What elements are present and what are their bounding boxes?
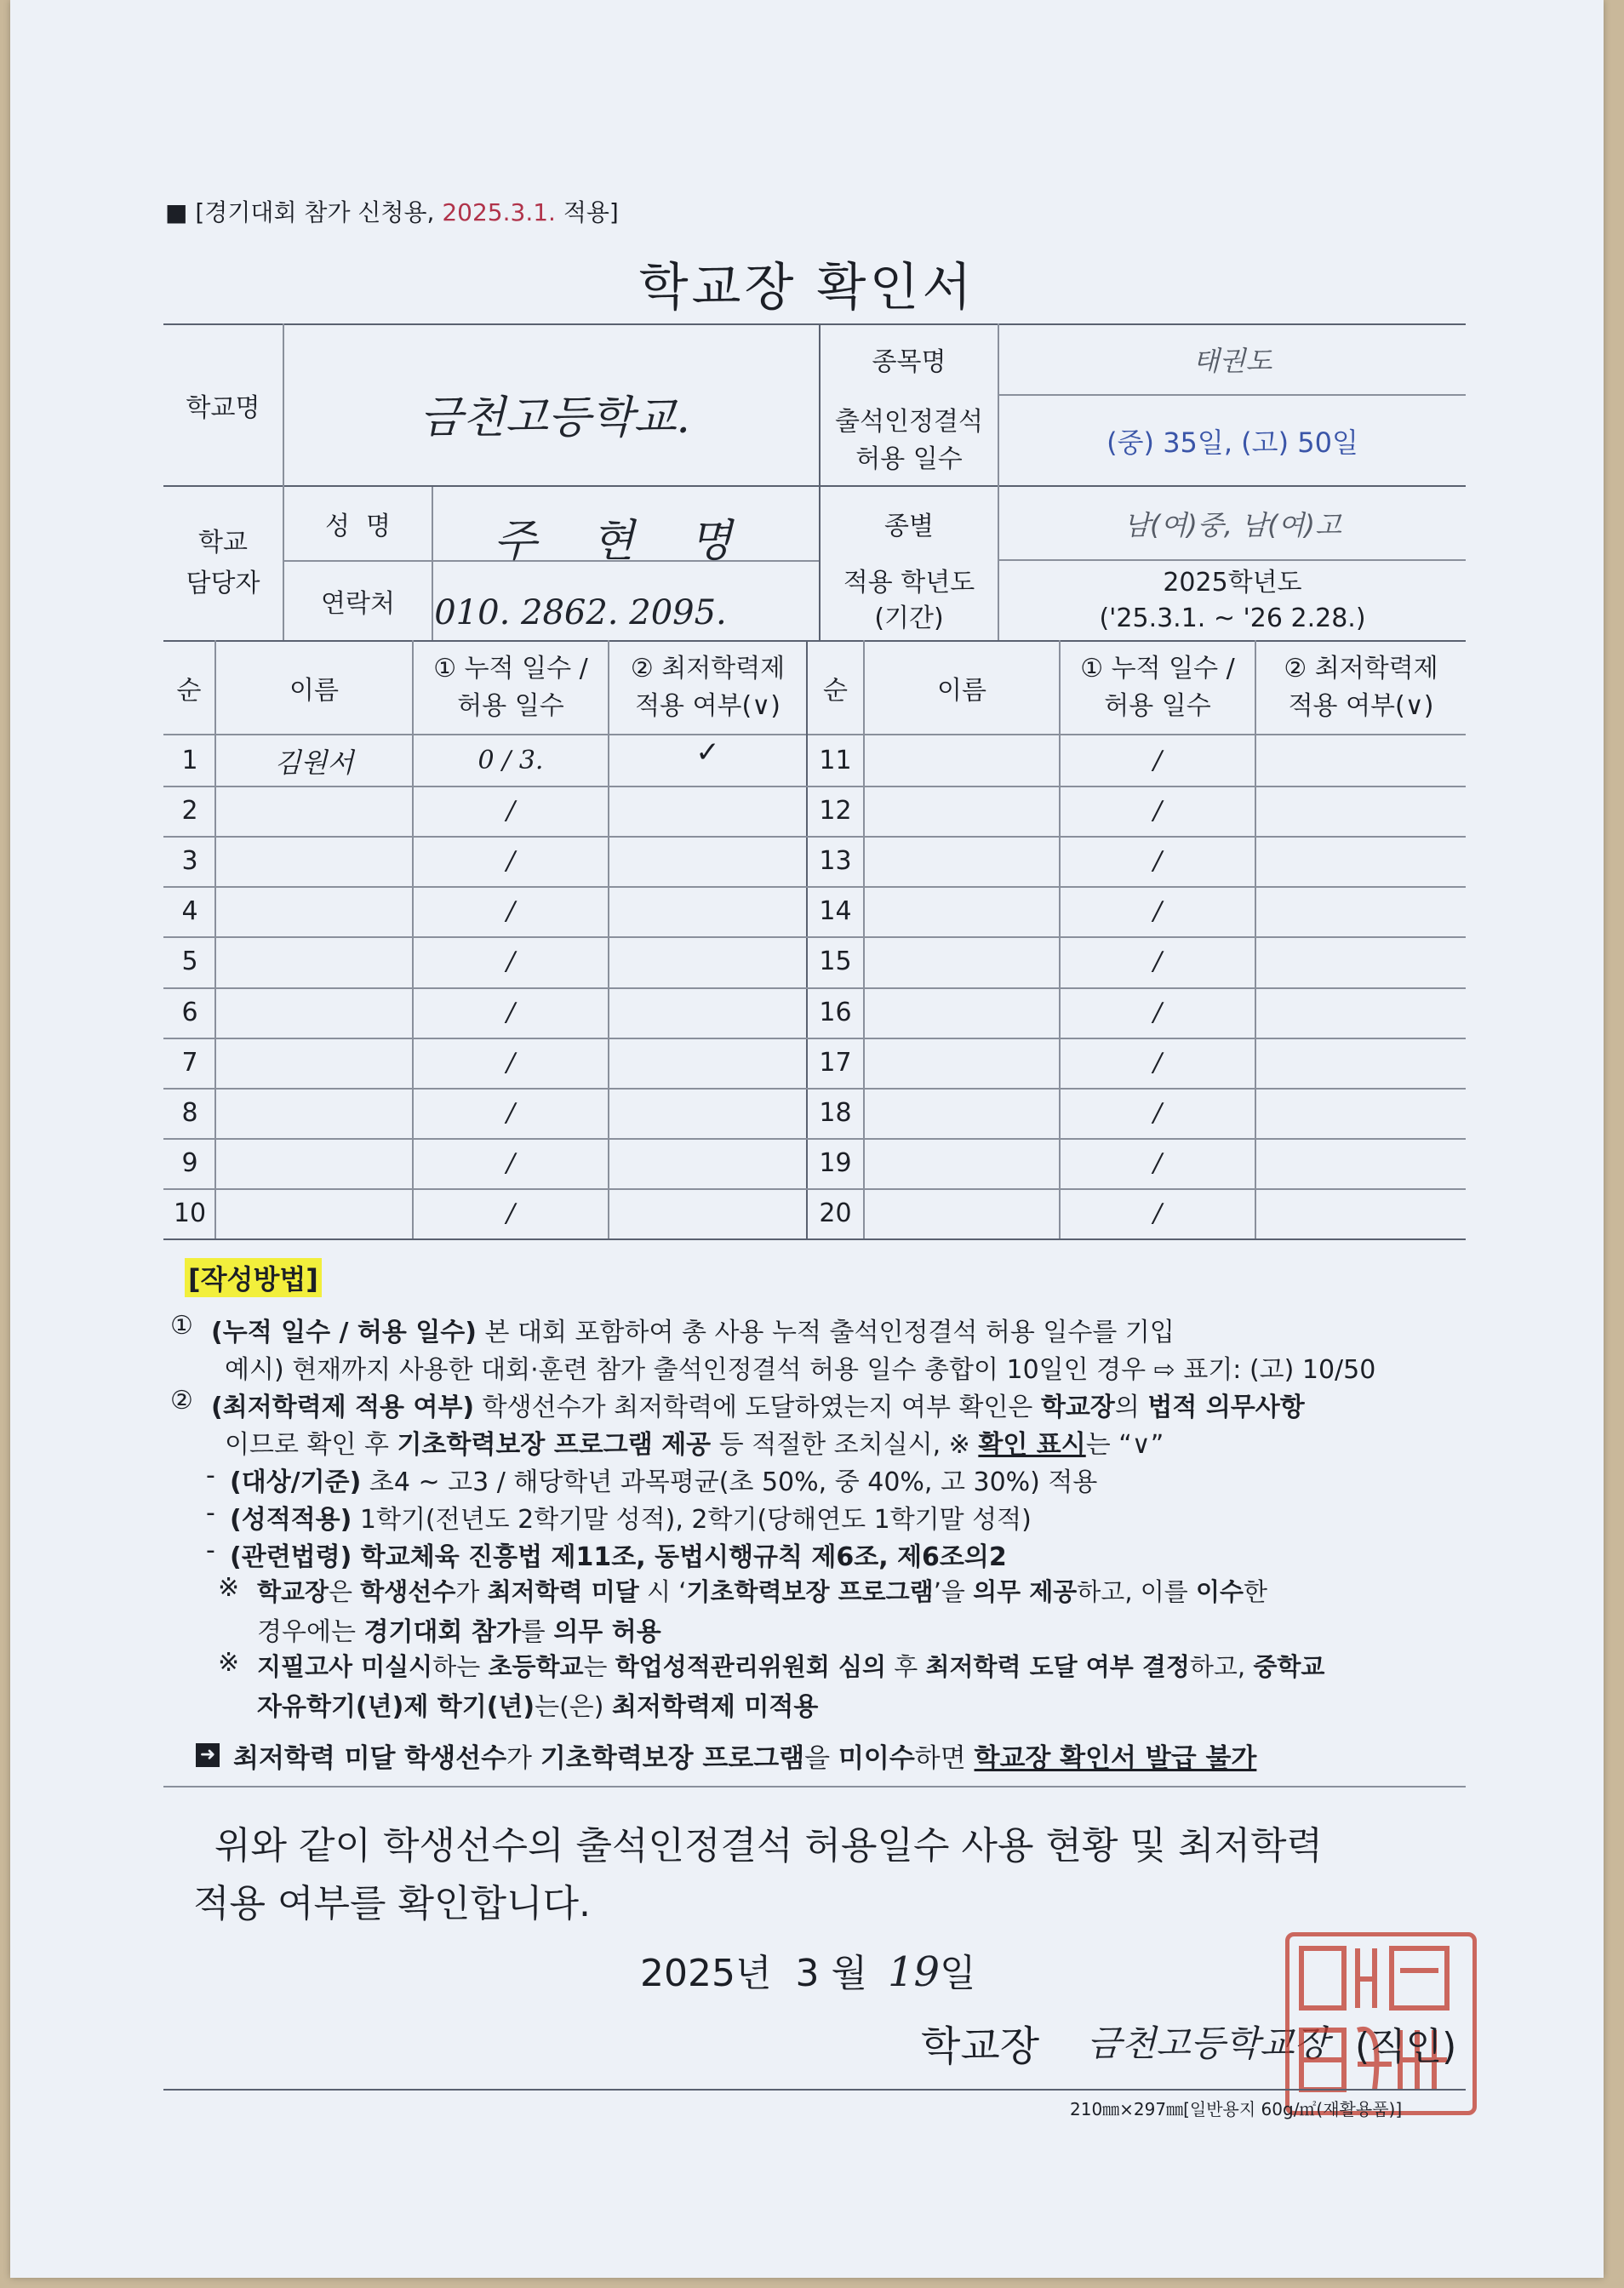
bullet-grade-bold: (성적적용) [230, 1505, 352, 1535]
days-used: / [1152, 997, 1163, 1027]
col-days-right-2: 허용 일수 [1104, 691, 1211, 721]
col-min-left-1: ② 최저학력제 [630, 654, 786, 684]
days-used: / [506, 796, 516, 827]
form-header [165, 194, 619, 228]
days-used: / [506, 947, 516, 977]
col-days-left [414, 642, 608, 734]
days-used: / [1152, 1047, 1163, 1078]
days-used: / [506, 1047, 516, 1078]
student-name [216, 936, 412, 987]
col-no-left: 순 [176, 676, 202, 706]
note-1-line2 [257, 1610, 661, 1648]
note-1-d: 가 [455, 1577, 488, 1606]
event-value: 태권도 [1192, 345, 1272, 377]
manager-label-2: 담당자 [186, 569, 260, 598]
method-2-text-a: 학생선수가 최저학력에 도달하였는지 여부 확인은 [474, 1393, 1041, 1422]
note-2-l2-a: 자유학기(년)제 학기(년) [257, 1692, 535, 1722]
note-1-c: 학생선수 [360, 1577, 456, 1606]
note-1-g: 기초학력보장 프로그램 [686, 1577, 934, 1606]
note-1-l2-c: 를 [520, 1617, 554, 1647]
confirm-line-1: 위와 같이 학생선수의 출석인정결석 허용일수 사용 현황 및 최저학력 [214, 1824, 1323, 1868]
row-number: 10 [173, 1198, 207, 1228]
col-min-right-1: ② 최저학력제 [1284, 654, 1438, 684]
bullet-grade-text: 1학기(전년도 2학기말 성적), 2학기(당해연도 1학기말 성적) [352, 1505, 1032, 1535]
final-a: 최저학력 미달 학생선수 [233, 1743, 507, 1774]
days-used: / [1152, 1097, 1163, 1128]
allow-days-value: (중) 35일, (고) 50일 [1106, 426, 1358, 459]
header-date: 2025.3.1. [442, 198, 556, 226]
min-grade-check [609, 936, 806, 987]
row-number: 3 [181, 846, 198, 877]
days-used: / [506, 1147, 516, 1178]
note-2-e: 학업성적관리위원회 심의 [615, 1652, 887, 1681]
days-used: / [1152, 947, 1163, 977]
days-used: / [506, 896, 516, 927]
bullet-target-bold: (대상/기준) [230, 1467, 362, 1497]
row-number: 15 [819, 947, 852, 977]
min-grade-check [609, 786, 806, 836]
date-day: 19 [887, 1948, 941, 1996]
row-number: 20 [819, 1198, 852, 1228]
note-2-i: 중학교 [1253, 1652, 1325, 1681]
note-2-line2 [257, 1685, 818, 1723]
note-1-l2-d: 의무 허용 [553, 1617, 661, 1647]
note-2-l2-c: 최저학력제 미적용 [612, 1692, 819, 1722]
allow-days-label-2: 허용 일수 [855, 443, 963, 474]
note-1-mark: ※ [218, 1573, 240, 1603]
method-2 [211, 1386, 1305, 1423]
method-1-text: 본 대회 포함하여 총 사용 누적 출석인정결석 허용 일수를 기입 [477, 1318, 1175, 1347]
note-2 [257, 1648, 1324, 1683]
min-grade-check [609, 1088, 806, 1138]
date-year: 2025년 [640, 1952, 772, 1995]
manager-name-value: 주 현 명 [494, 515, 752, 567]
final-e: 미이수 [838, 1743, 915, 1774]
student-name [216, 786, 412, 836]
bullet-law [230, 1536, 1007, 1573]
col-no-right: 순 [823, 676, 848, 706]
row-number: 8 [181, 1097, 198, 1128]
col-days-left-2: 허용 일수 [457, 691, 564, 721]
note-2-mark: ※ [218, 1648, 240, 1678]
method-2-text-b: 학교장 [1040, 1393, 1115, 1422]
days-used: / [506, 997, 516, 1027]
days-used: / [1152, 1147, 1163, 1178]
page-title: 학교장 확인서 [638, 258, 975, 317]
note-1-l2-a: 경우에는 [257, 1617, 364, 1647]
bullet-target-text: 초4 ~ 고3 / 해당학년 과목평균(초 50%, 중 40%, 고 30%) 적용 [361, 1467, 1098, 1497]
year-value [999, 561, 1466, 640]
note-1-k: 이수 [1196, 1577, 1244, 1606]
confirm-date [640, 1942, 976, 1997]
row-number: 7 [181, 1047, 198, 1078]
col-min-right [1256, 642, 1466, 734]
col-min-left-2: 적용 여부(∨) [635, 691, 781, 721]
bullet-target [230, 1461, 1097, 1498]
header-marker: ■ [165, 198, 188, 226]
col-days-left-1: ① 누적 일수 / [433, 654, 588, 684]
final-f: 하면 [914, 1743, 975, 1774]
student-name [216, 1188, 412, 1238]
type-label: 종별 [884, 511, 934, 541]
student-name [216, 836, 412, 886]
days-used: / [1152, 796, 1163, 827]
row-number: 9 [181, 1147, 198, 1178]
method-2-l2-c: 등 적절한 조치실시, ※ [711, 1430, 979, 1460]
note-1-l: 한 [1244, 1577, 1268, 1606]
bullet-3-dash: - [206, 1536, 215, 1565]
note-2-d: 는 [583, 1652, 615, 1681]
min-grade-check [609, 1188, 806, 1238]
allow-days-label-1: 출석인정결석 [835, 406, 983, 437]
final-b: 가 [506, 1743, 540, 1774]
contact-value: 010. 2862. 2095. [434, 593, 727, 632]
note-1-e: 최저학력 미달 [487, 1577, 639, 1606]
manager-label [163, 487, 283, 640]
date-day-unit: 일 [940, 1952, 976, 1995]
min-grade-check [609, 836, 806, 886]
final-d: 을 [804, 1743, 838, 1774]
min-grade-check [609, 886, 806, 936]
event-label: 종목명 [872, 347, 946, 377]
student-name [216, 886, 412, 936]
seal-label: (직인) [1355, 2025, 1457, 2068]
allow-days-label [821, 396, 998, 485]
col-days-right-1: ① 누적 일수 / [1080, 654, 1235, 684]
student-name [216, 987, 412, 1038]
note-1-i: 의무 제공 [973, 1577, 1078, 1606]
method-1-example: 예시) 현재까지 사용한 대회·훈련 참가 출석인정결석 허용 일수 총합이 10일인 경우 ⇨ 표기: (고) 10/50 [225, 1355, 1376, 1385]
method-2-l2-e: 는 “∨” [1085, 1430, 1164, 1460]
method-title: [작성방법] [185, 1258, 322, 1297]
row-number: 12 [819, 796, 852, 827]
note-2-f: 후 [886, 1652, 926, 1681]
days-used: / [1152, 746, 1163, 776]
type-value: 남(여)중, 남(여)고 [1124, 508, 1341, 541]
student-name [216, 1038, 412, 1088]
col-min-left [609, 642, 806, 734]
days-used: 0 / 3. [477, 746, 544, 776]
method-1-number: ① [170, 1311, 193, 1341]
note-2-g: 최저학력 도달 여부 결정 [925, 1652, 1190, 1681]
method-2-l2-a: 이므로 확인 후 [225, 1430, 397, 1460]
confirm-line-2: 적용 여부를 확인합니다. [193, 1882, 591, 1925]
contact-label: 연락처 [321, 589, 395, 619]
note-1-a: 학교장 [257, 1577, 329, 1606]
note-1-h: ’을 [933, 1577, 974, 1606]
min-grade-check: ✓ [695, 735, 720, 769]
note-1-f: 시 ‘ [638, 1577, 687, 1606]
row-number: 1 [181, 746, 198, 776]
final-g: 학교장 확인서 발급 불가 [974, 1743, 1257, 1774]
col-days-right [1061, 642, 1255, 734]
principal-label: 학교장 [921, 2022, 1040, 2070]
year-label [821, 561, 998, 640]
date-month: 3 월 [795, 1952, 867, 1995]
row-number: 11 [819, 746, 852, 776]
row-number: 6 [181, 997, 198, 1027]
days-used: / [506, 1097, 516, 1128]
note-1-b: 은 [329, 1577, 361, 1606]
row-number: 5 [181, 947, 198, 977]
manager-label-1: 학교 [198, 528, 248, 558]
note-2-h: 하고, [1189, 1652, 1254, 1681]
school-name-label: 학교명 [186, 393, 260, 423]
bullet-2-dash: - [206, 1498, 215, 1528]
method-2-bold: (최저학력제 적용 여부) [211, 1393, 475, 1422]
bullet-1-dash: - [206, 1461, 215, 1490]
header-suffix: 적용] [555, 198, 619, 226]
row-number: 16 [819, 997, 852, 1027]
days-used: / [506, 846, 516, 877]
col-name-right: 이름 [937, 676, 986, 706]
note-1-j: 하고, 이를 [1077, 1577, 1197, 1606]
min-grade-check [609, 1038, 806, 1088]
row-number: 18 [819, 1097, 852, 1128]
document-page [10, 0, 1604, 2278]
arrow-box-icon: ➜ [196, 1743, 220, 1767]
student-name [216, 1088, 412, 1138]
min-grade-check [609, 1138, 806, 1188]
bullet-grade [230, 1498, 1032, 1536]
student-name: 김원서 [274, 746, 354, 779]
min-grade-check [609, 987, 806, 1038]
note-1-l2-b: 경기대회 참가 [363, 1617, 521, 1647]
name-label: 성 명 [324, 512, 392, 541]
year-value-main: 2025학년도 [1163, 567, 1302, 598]
note-2-l2-b: 는(은) [535, 1692, 613, 1722]
note-2-b: 하는 [432, 1652, 489, 1681]
method-2-text-d: 법적 의무사항 [1147, 1393, 1305, 1422]
principal-signature: 금천고등학교장 [1087, 2022, 1330, 2064]
row-number: 2 [181, 796, 198, 827]
row-number: 14 [819, 896, 852, 927]
student-name [216, 1138, 412, 1188]
row-number: 4 [181, 896, 198, 927]
note-2-a: 지필고사 미실시 [257, 1652, 433, 1681]
days-used: / [1152, 896, 1163, 927]
method-2-l2-d: 확인 표시 [978, 1430, 1086, 1460]
row-number: 17 [819, 1047, 852, 1078]
method-2-line2 [225, 1423, 1164, 1461]
header-prefix: [경기대회 참가 신청용, [195, 198, 443, 226]
year-label-2: (기간) [874, 603, 944, 633]
method-1-bold: (누적 일수 / 허용 일수) [211, 1318, 477, 1347]
note-1 [257, 1573, 1267, 1608]
year-period: ('25.3.1. ~ '26 2.28.) [1099, 603, 1366, 633]
days-used: / [1152, 1198, 1163, 1228]
days-used: / [506, 1198, 516, 1228]
final-rule [233, 1736, 1256, 1775]
bullet-law-bold: (관련법령) 학교체육 진흥법 제11조, 동법시행규칙 제6조, 제6조의2 [230, 1542, 1007, 1572]
school-name-value: 금천고등학교. [420, 392, 690, 443]
note-2-c: 초등학교 [488, 1652, 584, 1681]
method-2-number: ② [170, 1386, 193, 1416]
method-2-text-c: 의 [1114, 1393, 1148, 1422]
final-c: 기초학력보장 프로그램 [540, 1743, 805, 1774]
col-name-left: 이름 [289, 676, 339, 706]
paper-note: 210㎜×297㎜[일반용지 60g/㎡(재활용품)] [1070, 2099, 1403, 2119]
row-number: 13 [819, 846, 852, 877]
method-2-l2-b: 기초학력보장 프로그램 제공 [397, 1430, 712, 1460]
col-min-right-2: 적용 여부(∨) [1288, 691, 1434, 721]
days-used: / [1152, 846, 1163, 877]
year-label-1: 적용 학년도 [843, 567, 975, 598]
row-number: 19 [819, 1147, 852, 1178]
method-1 [211, 1311, 1175, 1348]
